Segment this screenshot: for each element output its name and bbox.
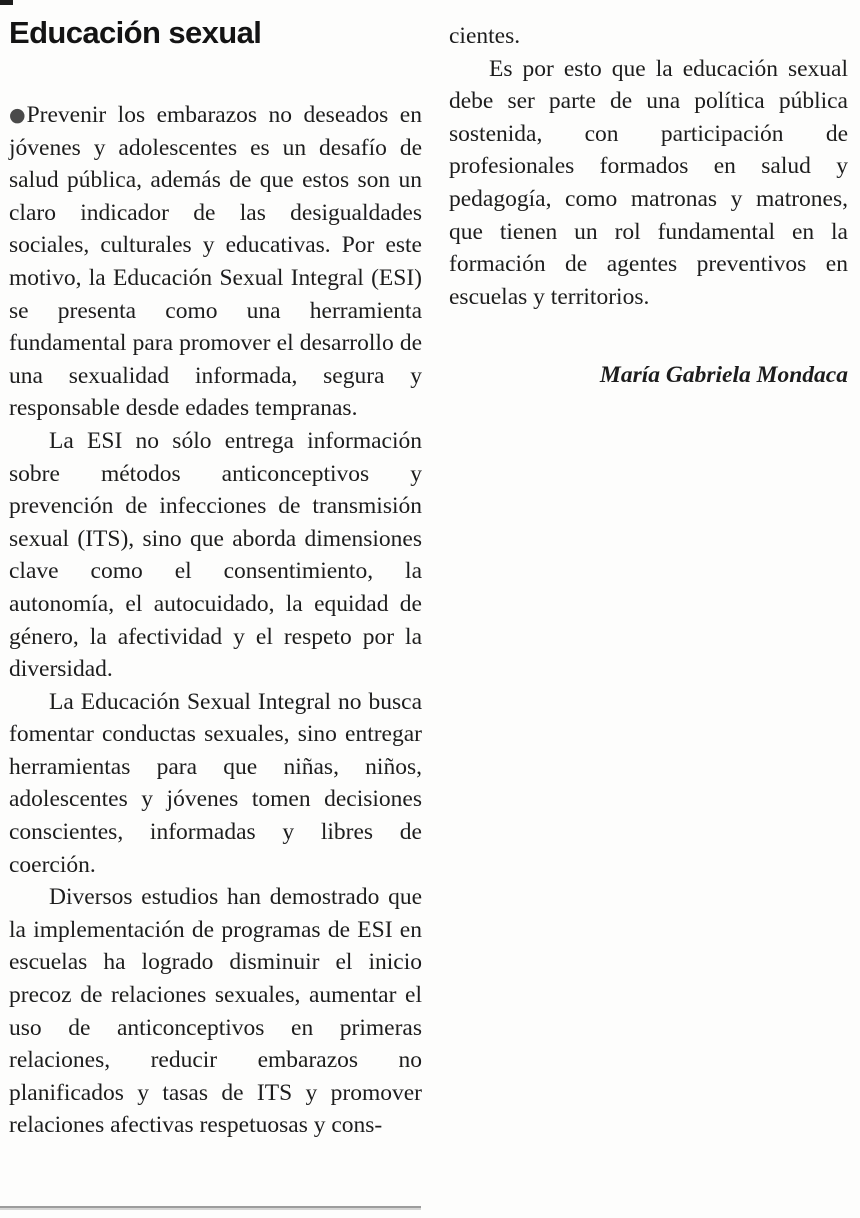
paragraph: Diversos estudios han demostrado que la implementación de programas de ESI en escuelas ha logrado disminuir el inicio precoz de relaciones sexuales, aumentar el uso de anticonceptivos en primeras relaciones, reducir embarazos no planificados y tasas de ITS y promover relaciones afectivas respetuosas y cons-	[9, 884, 422, 1139]
lead-paragraph	[9, 99, 422, 425]
paragraph: La ESI no sólo entrega información sobre métodos anticonceptivos y prevención de infecciones de transmisión sexual (ITS), sino que aborda dimensiones clave como el consentimiento, la autonomía, el autocuidado, la equidad de género, la afectividad y el respeto por la diversidad.	[9, 427, 422, 683]
author-signature: María Gabriela Mondaca	[599, 362, 848, 389]
paragraph: Es por esto que la educación sexual debe ser parte de una política pública sostenida, con participación de profesionales formados en salud y pedagogía, como matronas y matrones, que tienen un rol fundamental en la formación de agentes preventivos en escuelas y territorios.	[449, 55, 848, 310]
clipping-edge-rule	[0, 1206, 421, 1208]
scan-artifact	[0, 0, 13, 5]
article-title: Educación sexual	[9, 15, 262, 50]
right-column	[449, 20, 848, 389]
article-body-left	[9, 99, 422, 1142]
left-column	[9, 14, 422, 1142]
continuation-paragraph: cientes.	[449, 23, 521, 49]
paragraph: La Educación Sexual Integral no busca fomentar conductas sexuales, sino entregar herramientas para que niñas, niños, adolescentes y jóvenes tomen decisiones conscientes, informadas y libres de coerción.	[9, 688, 422, 878]
bullet-icon: ●	[9, 104, 26, 126]
article-body-right	[449, 20, 848, 313]
lead-paragraph-text: Prevenir los embarazos no deseados en jóvenes y adolescentes es un desafío de salud pública, además de que estos son un claro indicador de las desigualdades sociales, culturales y educativas. Por este motivo, la Educación Sexual Integral (ESI) se presenta como una herramienta fundamental para promover el desarrollo de una sexualidad informada, segura y responsable desde edades tempranas.	[9, 102, 422, 422]
